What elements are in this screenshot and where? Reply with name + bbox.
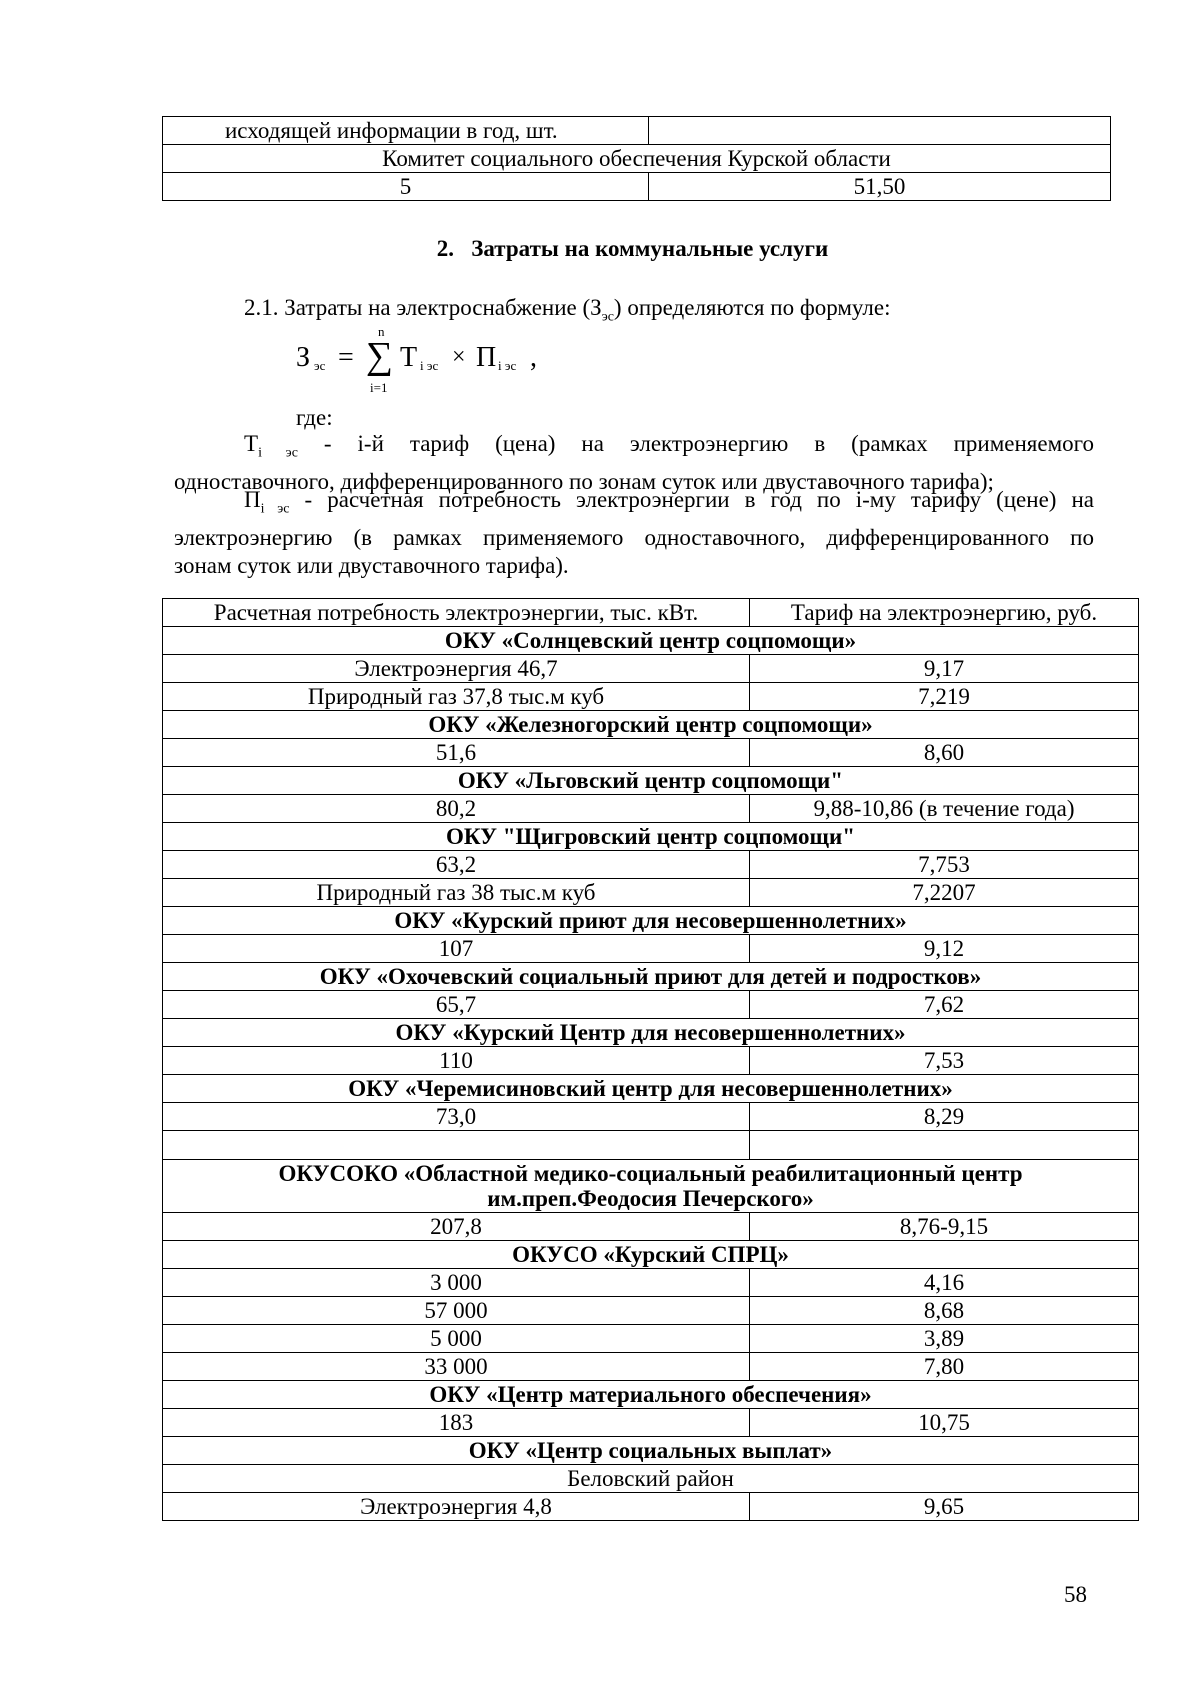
definition-consumption (174, 486, 1094, 580)
table-row (163, 739, 1139, 767)
consumption-cell: 5 000 (163, 1325, 750, 1353)
formula-lhs-sub: эс (314, 358, 326, 373)
consumption-cell: Электроэнергия 46,7 (163, 655, 750, 683)
tariff-cell: 8,76-9,15 (750, 1213, 1139, 1241)
section-heading: 2. Затраты на коммунальные услуги (436, 236, 829, 261)
table-row (163, 683, 1139, 711)
formula-t-sub: i эс (420, 358, 439, 373)
table-row (163, 851, 1139, 879)
definition-tariff-line1 (174, 430, 1094, 468)
formula-p-sub: i эс (498, 358, 517, 373)
consumption-cell: 65,7 (163, 991, 750, 1019)
organization-heading: ОКУ «Солнцевский центр соцпомощи» (163, 627, 1139, 655)
table-cell: исходящей информации в год, шт. (163, 117, 649, 145)
organization-heading: ОКУСО «Курский СПРЦ» (163, 1241, 1139, 1269)
formula-comma: , (530, 342, 537, 373)
tariff-cell: 9,17 (750, 655, 1139, 683)
tariff-cell: 9,88-10,86 (в течение года) (750, 795, 1139, 823)
tariff-cell: 7,80 (750, 1353, 1139, 1381)
table-row (163, 1047, 1139, 1075)
consumption-cell: 51,6 (163, 739, 750, 767)
consumption-cell: 33 000 (163, 1353, 750, 1381)
formula-sum-bottom: i=1 (370, 380, 388, 395)
tariff-text-line1: - i-й тариф (цена) на электроэнергию в (рамках применяемого (323, 431, 1094, 456)
table-row (163, 935, 1139, 963)
tariff-symbol: Т (244, 431, 259, 456)
table-row (163, 627, 1139, 655)
consumption-symbol-sub: i эс (260, 501, 290, 517)
consumption-cell: Природный газ 38 тыс.м куб (163, 879, 750, 907)
tariff-cell (750, 1131, 1139, 1160)
consumption-cell: 107 (163, 935, 750, 963)
definition-tariff-line2: одноставочного, дифференцированного по зонам суток или двуставочного тарифа); (174, 468, 994, 494)
tariff-cell: 7,2207 (750, 879, 1139, 907)
tariff-symbol-sub: i эс (258, 445, 298, 461)
organization-heading: ОКУ «Железногорский центр соцпомощи» (163, 711, 1139, 739)
definition-consumption-line1 (174, 486, 1094, 524)
consumption-cell: 73,0 (163, 1103, 750, 1131)
intro-subscript: эс (601, 309, 614, 325)
table-row (163, 117, 1111, 145)
intro-paragraph (244, 294, 891, 332)
organization-heading: ОКУ «Черемисиновский центр для несовершеннолетних» (163, 1075, 1139, 1103)
tariff-cell: 7,62 (750, 991, 1139, 1019)
organization-heading: ОКУ «Курский Центр для несовершеннолетних» (163, 1019, 1139, 1047)
table-row (163, 145, 1111, 173)
tariff-cell: 7,53 (750, 1047, 1139, 1075)
table-row (163, 1241, 1139, 1269)
consumption-cell: 3 000 (163, 1269, 750, 1297)
table-section-cell: Комитет социального обеспечения Курской области (163, 145, 1111, 173)
table-header-row (163, 599, 1139, 627)
table-row (163, 795, 1139, 823)
tariff-cell: 7,219 (750, 683, 1139, 711)
organization-heading: ОКУ «Центр материального обеспечения» (163, 1381, 1139, 1409)
table-row (163, 1381, 1139, 1409)
organization-heading: ОКУ «Охочевский социальный приют для детей и подростков» (163, 963, 1139, 991)
formula-t: Т (400, 342, 418, 373)
definition-consumption-line3: зонам суток или двуставочного тарифа). (174, 552, 569, 578)
tariff-cell: 8,60 (750, 739, 1139, 767)
consumption-cell: Электроэнергия 4,8 (163, 1493, 750, 1521)
organization-heading: ОКУ «Курский приют для несовершеннолетних» (163, 907, 1139, 935)
tariff-table (162, 598, 1139, 1521)
table-row (163, 1213, 1139, 1241)
table-row (163, 711, 1139, 739)
table-row (163, 991, 1139, 1019)
organization-heading: ОКУ «Центр социальных выплат» (163, 1437, 1139, 1465)
table-row (163, 1437, 1139, 1465)
header-tariff: Тариф на электроэнергию, руб. (750, 599, 1139, 627)
table-row (163, 1103, 1139, 1131)
table-row (163, 1493, 1139, 1521)
table-row (163, 1325, 1139, 1353)
consumption-cell: Природный газ 37,8 тыс.м куб (163, 683, 750, 711)
consumption-cell: 57 000 (163, 1297, 750, 1325)
table-row (163, 1160, 1139, 1213)
table-row (163, 879, 1139, 907)
district-label: Беловский район (163, 1465, 1139, 1493)
consumption-cell (163, 1131, 750, 1160)
definition-consumption-line2: электроэнергию (в рамках применяемого одноставочного, дифференцированного по (174, 524, 1094, 550)
formula-sum-top: n (378, 324, 385, 339)
tariff-cell: 9,65 (750, 1493, 1139, 1521)
organization-heading-line2: им.преп.Феодосия Печерского» (487, 1186, 814, 1211)
tariff-cell: 3,89 (750, 1325, 1139, 1353)
table-row (163, 1019, 1139, 1047)
organization-heading-line1: ОКУСОКО «Областной медико-социальный реабилитационный центр (278, 1161, 1023, 1186)
table-row (163, 907, 1139, 935)
consumption-cell: 80,2 (163, 795, 750, 823)
table-row (163, 1409, 1139, 1437)
organization-heading: ОКУ «Льговский центр соцпомощи" (163, 767, 1139, 795)
tariff-cell: 8,29 (750, 1103, 1139, 1131)
table-row (163, 767, 1139, 795)
consumption-symbol: П (244, 487, 261, 512)
table-cell: 51,50 (649, 173, 1111, 201)
formula-equals: = (338, 342, 354, 373)
tariff-cell: 4,16 (750, 1269, 1139, 1297)
formula-sum-sign: ∑ (366, 335, 394, 377)
consumption-text-line1: - расчетная потребность электроэнергии в год по i-му тарифу (цене) на (304, 487, 1094, 512)
intro-text: 2.1. Затраты на электроснабжение (З (244, 295, 602, 320)
tariff-cell: 7,753 (750, 851, 1139, 879)
top-table (162, 116, 1111, 201)
organization-heading: ОКУ "Щигровский центр соцпомощи" (163, 823, 1139, 851)
table-row (163, 1075, 1139, 1103)
tariff-cell: 8,68 (750, 1297, 1139, 1325)
table-row (163, 1131, 1139, 1160)
table-row (163, 1465, 1139, 1493)
formula-p: П (476, 342, 497, 373)
tariff-cell: 9,12 (750, 935, 1139, 963)
table-row (163, 1353, 1139, 1381)
formula-lhs: З (296, 342, 311, 373)
table-row (163, 963, 1139, 991)
organization-heading (163, 1160, 1139, 1213)
table-cell (649, 117, 1111, 145)
consumption-cell: 63,2 (163, 851, 750, 879)
page-number: 58 (1064, 1582, 1087, 1607)
consumption-cell: 207,8 (163, 1213, 750, 1241)
table-row (163, 1269, 1139, 1297)
formula-times: × (452, 344, 466, 370)
table-cell: 5 (163, 173, 649, 201)
table-row (163, 173, 1111, 201)
table-row (163, 823, 1139, 851)
consumption-cell: 183 (163, 1409, 750, 1437)
consumption-cell: 110 (163, 1047, 750, 1075)
header-consumption: Расчетная потребность электроэнергии, тыс. кВт. (163, 599, 750, 627)
intro-tail: ) определяются по формуле: (613, 295, 891, 320)
table-row (163, 655, 1139, 683)
where-label: где: (296, 405, 333, 430)
tariff-cell: 10,75 (750, 1409, 1139, 1437)
formula (296, 324, 556, 400)
table-row (163, 1297, 1139, 1325)
